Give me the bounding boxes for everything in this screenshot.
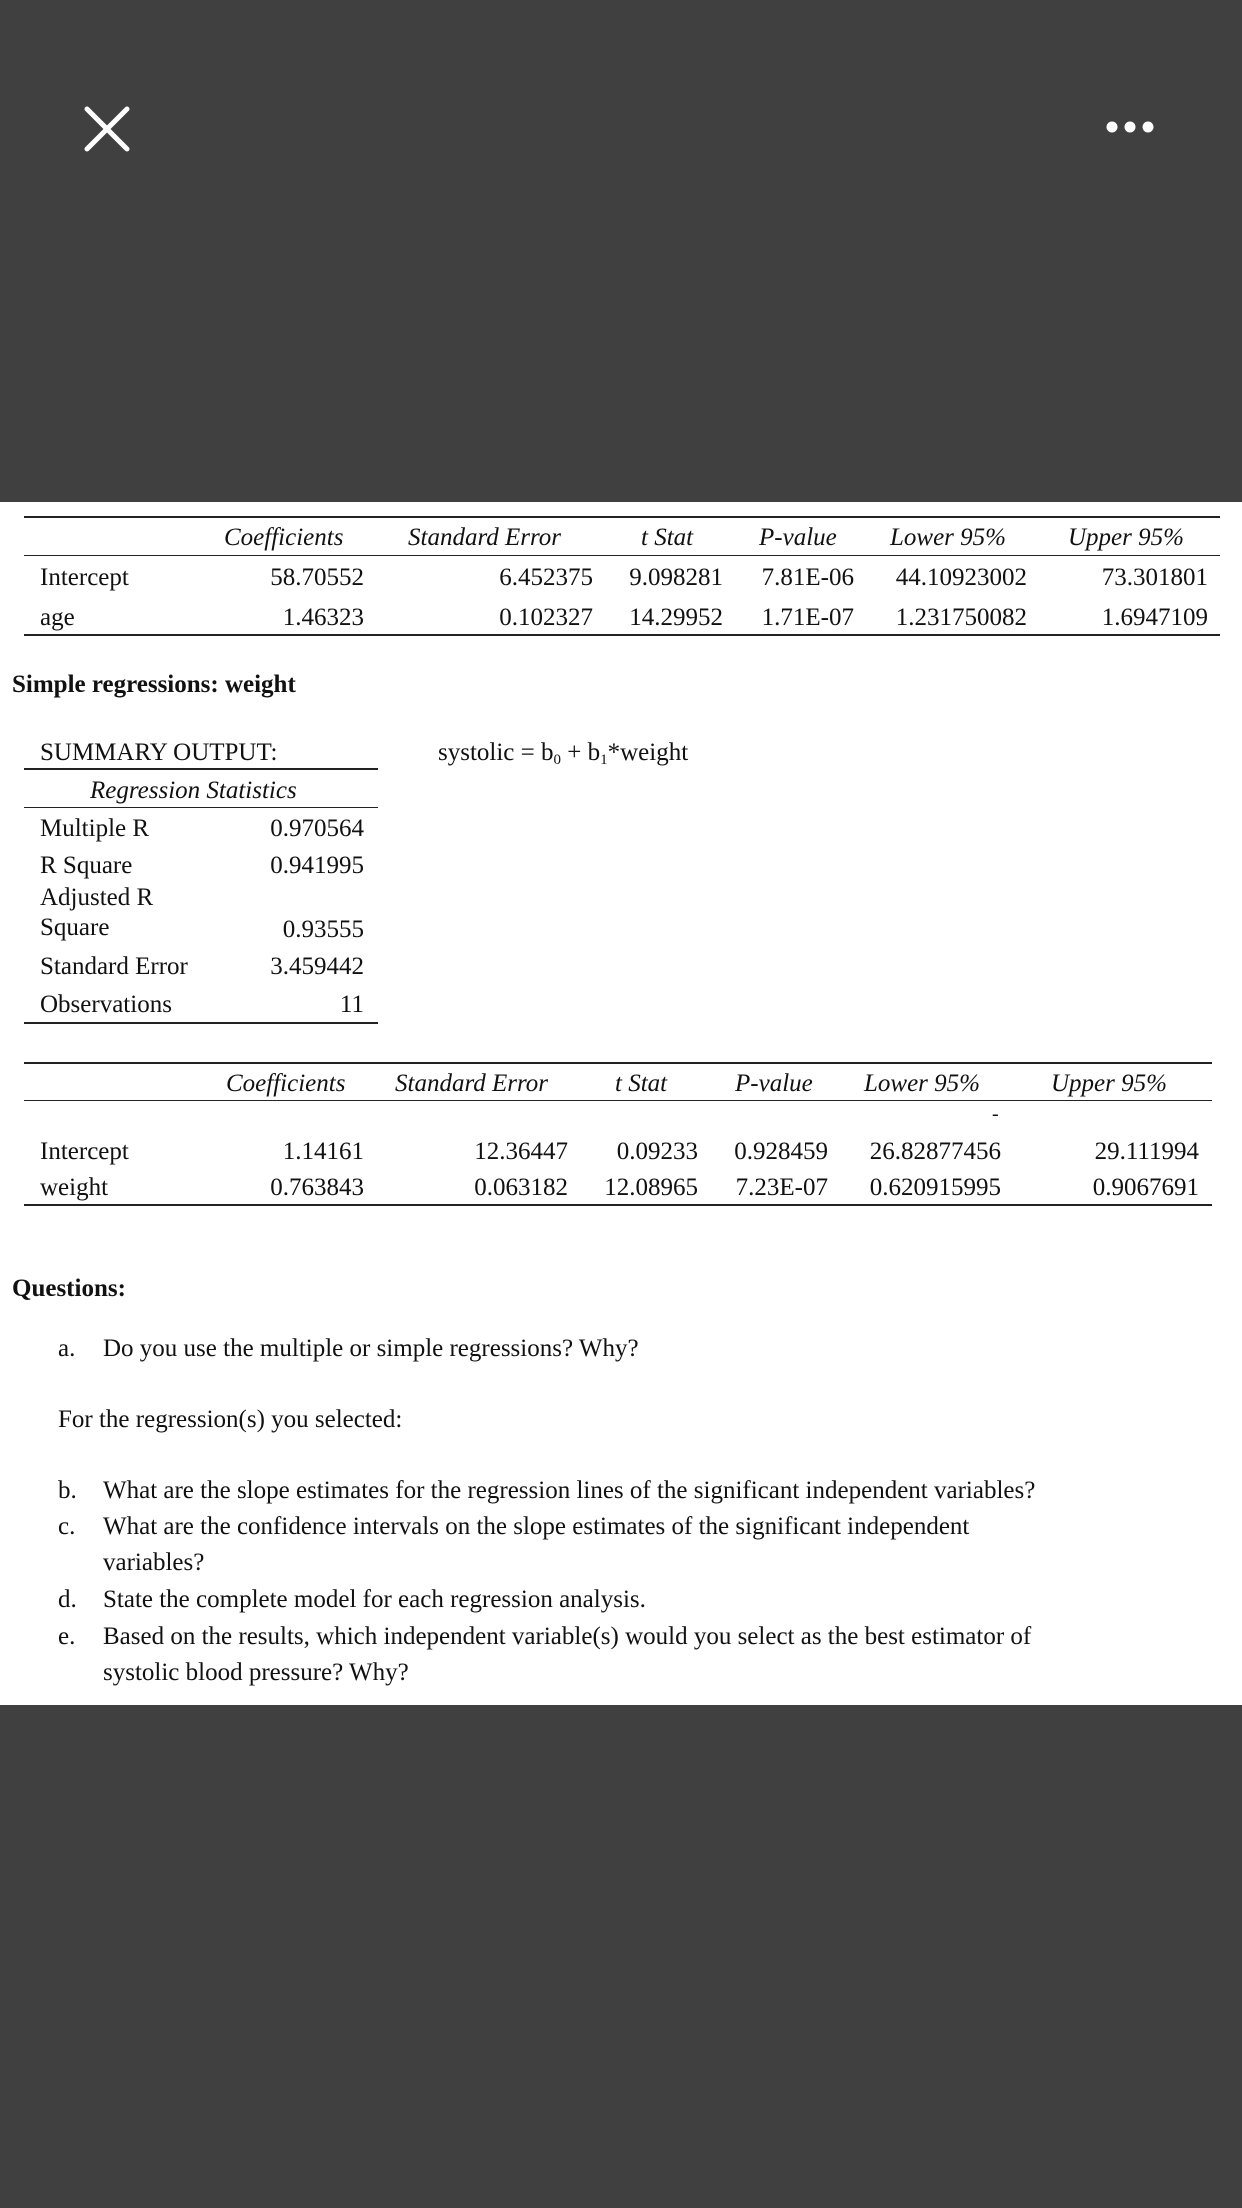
document-page xyxy=(0,502,1242,1705)
cell-standard-error: 6.452375 xyxy=(499,564,593,591)
section-title: Simple regressions: weight xyxy=(12,671,296,698)
col-header-p-value: P-value xyxy=(759,524,837,551)
cell-standard-error: 12.36447 xyxy=(474,1138,568,1165)
close-button[interactable] xyxy=(82,104,132,154)
row-label-intercept: Intercept xyxy=(40,1138,129,1165)
col-header-coefficients: Coefficients xyxy=(226,1070,346,1097)
col-header-coefficients: Coefficients xyxy=(224,524,344,551)
table-top-rule xyxy=(24,516,1220,518)
more-options-button[interactable] xyxy=(1100,112,1160,142)
stat-label-adjusted-r: Adjusted R xyxy=(40,884,154,911)
stat-value-adjusted-r-square: 0.93555 xyxy=(282,916,364,943)
col-header-p-value: P-value xyxy=(735,1070,813,1097)
cell-standard-error: 0.102327 xyxy=(499,604,593,631)
cell-upper-95: 73.301801 xyxy=(1101,564,1208,591)
more-options-icon xyxy=(1100,112,1160,142)
stats-rule xyxy=(24,807,378,808)
row-label-weight: weight xyxy=(40,1174,109,1201)
stat-label-adjusted-r-line2: Square xyxy=(40,914,110,941)
question-e-text-line2: systolic blood pressure? Why? xyxy=(103,1659,409,1686)
row-label-age: age xyxy=(40,604,75,631)
question-b-marker: b. xyxy=(58,1477,77,1504)
header-rule xyxy=(24,555,1220,556)
question-e-marker: e. xyxy=(58,1623,76,1650)
question-a-text: Do you use the multiple or simple regressions? Why? xyxy=(103,1335,639,1362)
stat-value-standard-error: 3.459442 xyxy=(270,953,364,980)
cell-p-value: 1.71E-07 xyxy=(761,604,854,631)
regression-statistics-title: Regression Statistics xyxy=(90,777,297,804)
cell-lower-95: 44.10923002 xyxy=(895,564,1027,591)
stat-label-standard-error: Standard Error xyxy=(40,953,188,980)
table-bottom-rule xyxy=(24,1204,1212,1206)
cell-t-stat: 14.29952 xyxy=(629,604,723,631)
col-header-t-stat: t Stat xyxy=(615,1070,668,1097)
stat-value-multiple-r: 0.970564 xyxy=(270,815,364,842)
question-b-text: What are the slope estimates for the regression lines of the significant independent variables? xyxy=(103,1477,1036,1504)
cell-coefficient: 58.70552 xyxy=(270,564,364,591)
question-c-marker: c. xyxy=(58,1513,76,1540)
stat-value-observations: 11 xyxy=(339,991,364,1018)
col-header-lower-95: Lower 95% xyxy=(864,1070,980,1097)
question-e-text: Based on the results, which independent variable(s) would you select as the best estimator of xyxy=(103,1623,1032,1650)
cell-t-stat: 12.08965 xyxy=(604,1174,698,1201)
summary-bottom-rule xyxy=(24,1022,378,1024)
cell-lower-95: 26.82877456 xyxy=(869,1138,1001,1165)
question-c-text: What are the confidence intervals on the slope estimates of the significant independent xyxy=(103,1513,970,1540)
col-header-t-stat: t Stat xyxy=(641,524,694,551)
table-bottom-rule xyxy=(24,634,1220,636)
col-header-upper-95: Upper 95% xyxy=(1051,1070,1167,1097)
cell-t-stat: 9.098281 xyxy=(629,564,723,591)
stat-value-r-square: 0.941995 xyxy=(270,852,364,879)
dash-mark: - xyxy=(992,1103,999,1125)
cell-t-stat: 0.09233 xyxy=(616,1138,698,1165)
cell-coefficient: 1.46323 xyxy=(282,604,364,631)
stat-label-r-square: R Square xyxy=(40,852,133,879)
header-rule xyxy=(24,1100,1212,1101)
cell-coefficient: 1.14161 xyxy=(282,1138,364,1165)
cell-lower-95: 1.231750082 xyxy=(895,604,1027,631)
row-label-intercept: Intercept xyxy=(40,564,129,591)
question-a-marker: a. xyxy=(58,1335,76,1362)
col-header-standard-error: Standard Error xyxy=(395,1070,549,1097)
questions-title: Questions: xyxy=(12,1275,126,1302)
col-header-upper-95: Upper 95% xyxy=(1068,524,1184,551)
model-equation: systolic = $b_0$ + $b_1*weight$ xyxy=(438,739,689,768)
cell-p-value: 7.23E-07 xyxy=(735,1174,828,1201)
col-header-lower-95: Lower 95% xyxy=(890,524,1006,551)
cell-p-value: 0.928459 xyxy=(734,1138,828,1165)
cell-upper-95: 0.9067691 xyxy=(1092,1174,1199,1201)
cell-upper-95: 1.6947109 xyxy=(1101,604,1208,631)
cell-coefficient: 0.763843 xyxy=(270,1174,364,1201)
question-d-marker: d. xyxy=(58,1586,77,1613)
close-icon xyxy=(82,104,132,154)
question-d-text: State the complete model for each regression analysis. xyxy=(103,1586,646,1613)
col-header-standard-error: Standard Error xyxy=(408,524,562,551)
stat-label-observations: Observations xyxy=(40,991,172,1018)
summary-rule xyxy=(24,768,378,770)
cell-lower-95: 0.620915995 xyxy=(869,1174,1001,1201)
cell-standard-error: 0.063182 xyxy=(474,1174,568,1201)
selected-regressions-intro: For the regression(s) you selected: xyxy=(58,1406,403,1433)
table-top-rule xyxy=(24,1062,1212,1064)
question-c-text-line2: variables? xyxy=(103,1549,205,1576)
stat-label-multiple-r: Multiple R xyxy=(40,815,150,842)
summary-title: SUMMARY OUTPUT: xyxy=(40,739,278,766)
cell-upper-95: 29.111994 xyxy=(1094,1138,1199,1165)
cell-p-value: 7.81E-06 xyxy=(761,564,854,591)
